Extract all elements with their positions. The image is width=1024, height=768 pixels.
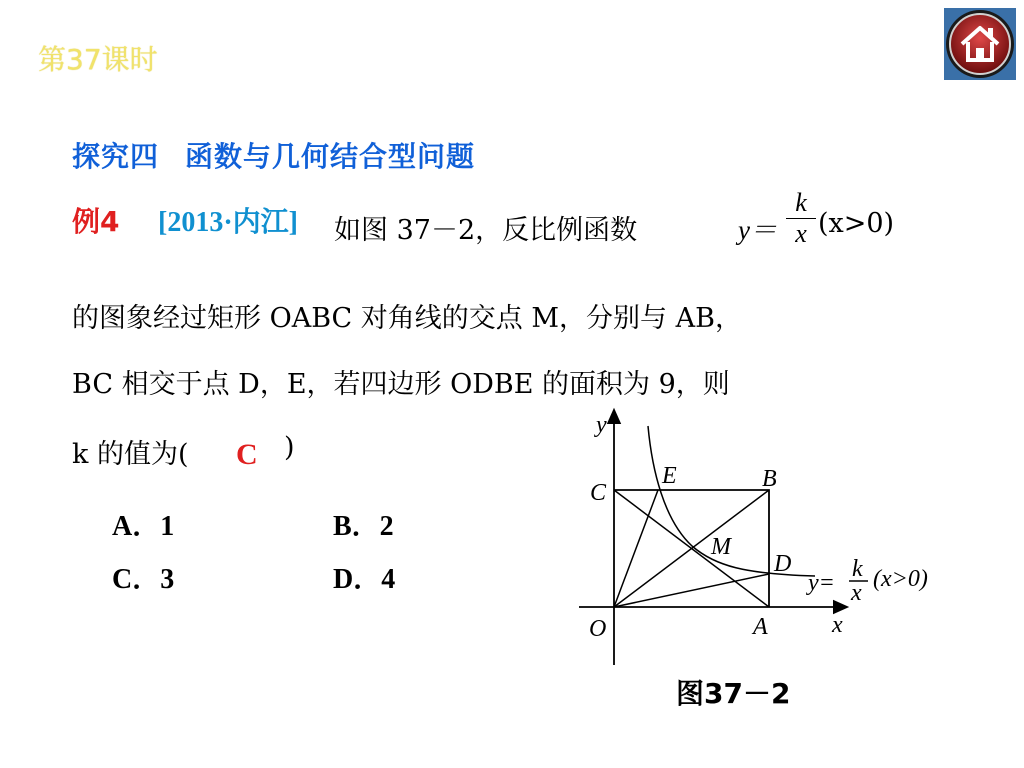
geometry-figure bbox=[560, 400, 960, 675]
label-o: O bbox=[589, 616, 607, 642]
problem-line-1: 如图 37－2，反比例函数 bbox=[334, 215, 638, 246]
label-func-x: x bbox=[851, 580, 862, 606]
section-part1: 探究四 bbox=[72, 140, 160, 173]
label-func-y: y= bbox=[808, 570, 835, 596]
label-x-axis: x bbox=[832, 612, 843, 638]
home-button[interactable] bbox=[944, 8, 1016, 80]
example-label: 例4 bbox=[72, 205, 120, 238]
figure-svg bbox=[560, 400, 960, 675]
problem-line-4: k 的值为( bbox=[72, 439, 189, 470]
option-d: D．4 bbox=[333, 564, 396, 595]
section-part2: 函数与几何结合型问题 bbox=[185, 140, 476, 173]
label-e: E bbox=[662, 463, 677, 489]
segment-oe bbox=[614, 490, 658, 607]
equation-y: y＝ bbox=[738, 215, 777, 245]
section-title bbox=[72, 135, 475, 175]
label-func-k: k bbox=[852, 556, 863, 582]
label-a: A bbox=[753, 614, 768, 640]
label-d: D bbox=[774, 551, 792, 577]
option-a: A．1 bbox=[112, 511, 175, 542]
answer-close-paren: ) bbox=[284, 432, 295, 463]
label-m: M bbox=[711, 534, 731, 560]
fraction-numerator: k bbox=[786, 188, 816, 219]
label-func-cond: (x>0) bbox=[873, 566, 928, 592]
lesson-title: 第37课时 bbox=[38, 43, 158, 76]
label-b: B bbox=[762, 466, 777, 492]
figure-caption: 图37－2 bbox=[676, 677, 791, 710]
answer-text: C bbox=[236, 438, 258, 471]
home-icon bbox=[944, 8, 1016, 80]
option-b: B．2 bbox=[333, 511, 394, 542]
option-c: C．3 bbox=[112, 564, 175, 595]
example-source: [2013·内江] bbox=[158, 207, 298, 238]
label-c: C bbox=[590, 480, 607, 506]
problem-line-3: BC 相交于点 D，E，若四边形 ODBE 的面积为 9，则 bbox=[72, 369, 730, 400]
fraction-denominator: x bbox=[795, 219, 807, 248]
equation-fraction bbox=[786, 188, 816, 249]
label-y-axis: y bbox=[596, 412, 607, 438]
segment-od bbox=[614, 574, 769, 607]
equation-condition: (x>0) bbox=[818, 208, 895, 239]
problem-line-2: 的图象经过矩形 OABC 对角线的交点 M，分别与 AB， bbox=[72, 303, 742, 334]
